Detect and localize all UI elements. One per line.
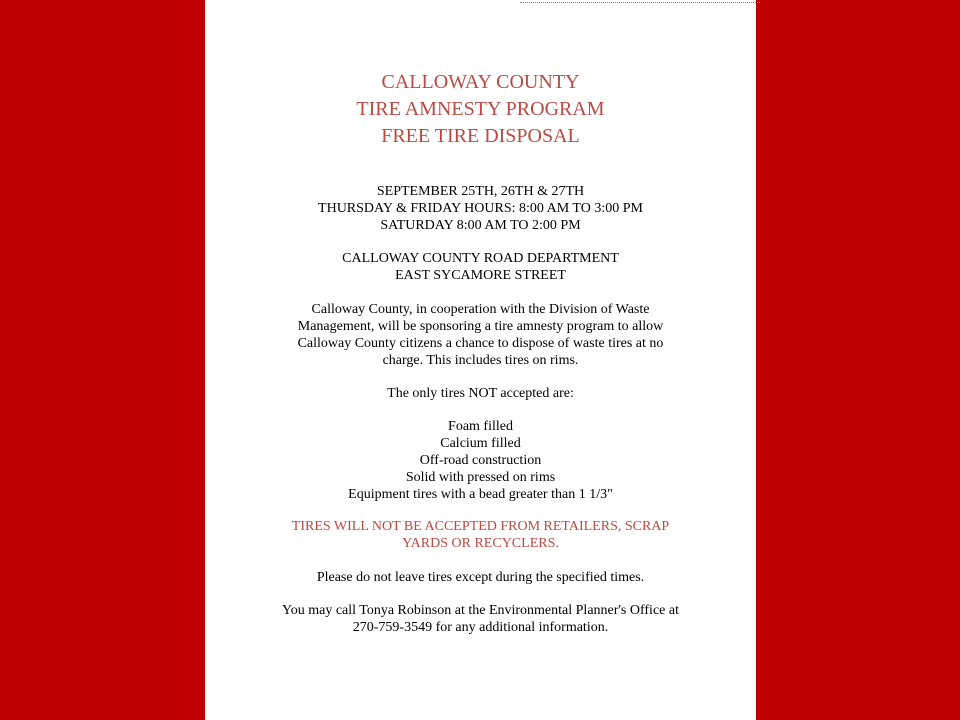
warning-line-1: TIRES WILL NOT BE ACCEPTED FROM RETAILERS, SCRAP [291,519,670,534]
description-line: Management, will be sponsoring a tire amnesty program to allow [297,319,664,334]
not-accepted-item: Calcium filled [440,436,521,451]
flyer-page [205,0,756,720]
contact-line-1: You may call Tonya Robinson at the Environmental Planner's Office at [282,603,679,618]
description-line: Calloway County citizens a chance to dispose of waste tires at no [297,336,664,351]
notice-text: Please do not leave tires except during the specified times. [316,570,645,585]
warning-line-2: YARDS OR RECYCLERS. [402,536,559,551]
not-accepted-item: Solid with pressed on rims [405,470,556,485]
schedule-dates: SEPTEMBER 25TH, 26TH & 27TH [376,184,585,199]
description-line: Calloway County, in cooperation with the Division of Waste [311,302,650,317]
title-line-3: FREE TIRE DISPOSAL [381,125,580,147]
not-accepted-item: Foam filled [448,419,513,434]
schedule-saturday-hours: SATURDAY 8:00 AM TO 2:00 PM [380,218,581,233]
title-line-1: CALLOWAY COUNTY [381,71,580,93]
title-line-2: TIRE AMNESTY PROGRAM [356,98,605,120]
location-street: EAST SYCAMORE STREET [395,268,566,283]
not-accepted-item: Off-road construction [419,453,542,468]
not-accepted-item: Equipment tires with a bead greater than 1 1/3" [348,487,613,502]
schedule-weekday-hours: THURSDAY & FRIDAY HOURS: 8:00 AM TO 3:00 PM [318,201,643,216]
not-accepted-heading: The only tires NOT accepted are: [387,386,574,401]
location-name: CALLOWAY COUNTY ROAD DEPARTMENT [342,251,619,266]
contact-line-2: 270-759-3549 for any additional information. [352,620,609,635]
description-line: charge. This includes tires on rims. [382,353,579,368]
scan-mark [520,2,760,5]
